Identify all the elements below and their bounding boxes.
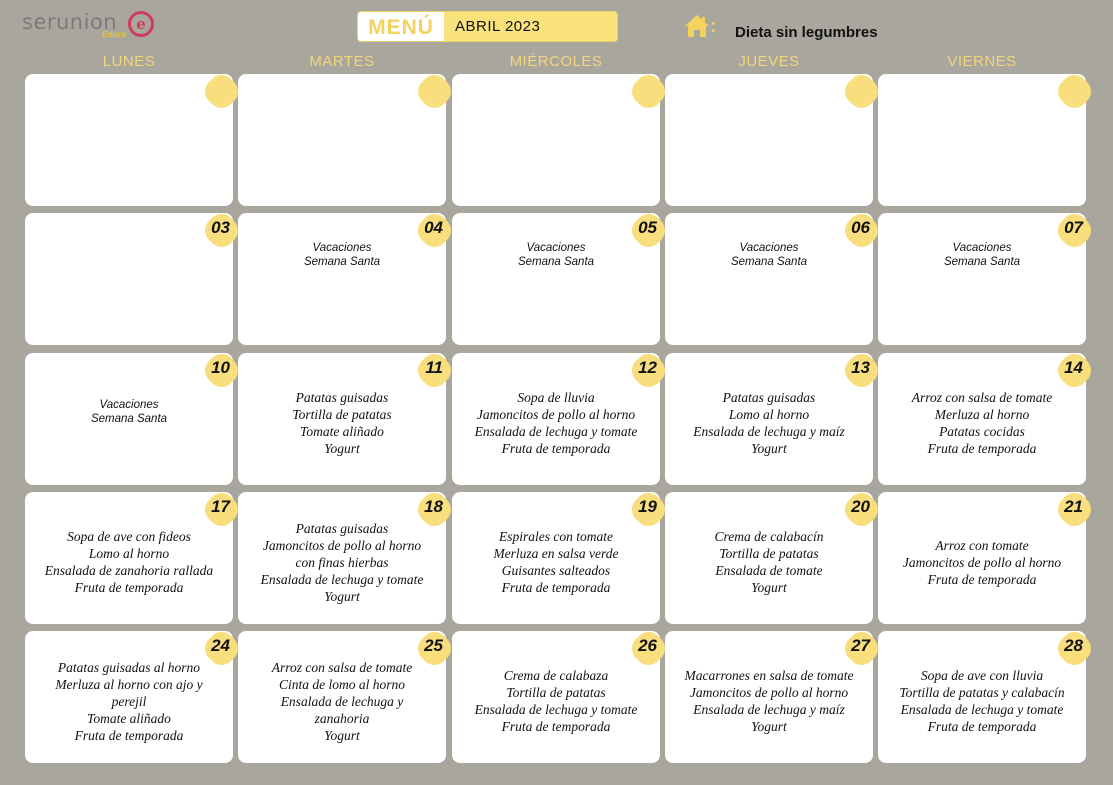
holiday-note-line: Vacaciones — [952, 242, 1012, 254]
day-number: 24 — [211, 636, 230, 655]
holiday-note — [665, 213, 873, 345]
menu-item: Patatas guisadas al horno — [57, 659, 201, 675]
menu-item: Tortilla de patatas — [506, 685, 606, 700]
menu-item: Ensalada de tomate — [715, 563, 823, 578]
menu-item: Ensalada de lechuga y tomate — [474, 702, 638, 717]
menu-item: Ensalada de lechuga y tomate — [900, 702, 1064, 717]
menu-item: Espirales con tomate — [499, 529, 613, 544]
calendar-day-cell — [25, 353, 233, 485]
menu-item: Patatas cocidas — [939, 424, 1025, 439]
calendar-day-cell — [878, 631, 1086, 763]
menu-item: Ensalada de lechuga y tomate — [474, 424, 638, 439]
calendar-day-cell — [452, 74, 660, 206]
menu-item: Fruta de temporada — [927, 571, 1037, 587]
menu-item: Merluza al horno con ajo y — [55, 676, 203, 692]
menu-item: Jamoncitos de pollo al horno — [476, 407, 636, 422]
menu-label: MENÚ — [358, 12, 444, 41]
menu-items — [665, 492, 873, 624]
menu-item: Sopa de lluvia — [517, 390, 595, 405]
holiday-note — [25, 353, 233, 485]
menu-item: Fruta de temporada — [74, 580, 184, 595]
day-number: 26 — [638, 636, 657, 655]
menu-item: Guisantes salteados — [501, 563, 611, 578]
header — [0, 0, 1113, 50]
menu-item: Ensalada de lechuga y tomate — [260, 571, 424, 587]
menu-item: Ensalada de lechuga y maíz — [693, 424, 845, 439]
menu-item: Tomate aliñado — [87, 710, 171, 726]
menu-items — [238, 631, 446, 763]
calendar-day-cell — [665, 213, 873, 345]
menu-item: Macarrones en salsa de tomate — [684, 668, 854, 683]
calendar-day-cell — [878, 492, 1086, 624]
home-colon: : — [710, 16, 717, 37]
weekday-header: MIÉRCOLES — [509, 53, 603, 70]
menu-item: Crema de calabacín — [714, 529, 824, 544]
menu-item: Yogurt — [324, 727, 360, 743]
menu-title-box — [357, 11, 618, 42]
menu-items — [665, 353, 873, 485]
calendar-day-cell — [452, 631, 660, 763]
menu-item: con finas hierbas — [295, 554, 389, 570]
menu-item: Ensalada de lechuga y maíz — [693, 702, 845, 717]
diet-title: Dieta sin legumbres — [735, 24, 878, 41]
menu-item: Arroz con tomate — [935, 537, 1029, 553]
menu-item: Patatas guisadas — [295, 520, 389, 536]
home-icon — [684, 14, 710, 38]
menu-items — [238, 492, 446, 624]
day-number: 18 — [424, 497, 443, 516]
menu-item: Fruta de temporada — [927, 719, 1037, 734]
menu-item: Tortilla de patatas — [719, 546, 819, 561]
holiday-note-line: Semana Santa — [730, 256, 808, 268]
day-number: 06 — [851, 218, 870, 237]
menu-item: Sopa de ave con lluvia — [920, 668, 1044, 683]
menu-item: Fruta de temporada — [501, 719, 611, 734]
menu-item: Patatas guisadas — [722, 390, 816, 405]
calendar-day-cell — [665, 74, 873, 206]
menu-item: Fruta de temporada — [501, 580, 611, 595]
menu-item: Cinta de lomo al horno — [278, 676, 405, 692]
holiday-note — [238, 213, 446, 345]
day-number: 19 — [638, 497, 657, 516]
weekday-header: MARTES — [309, 53, 375, 70]
menu-item: Tomate aliñado — [300, 424, 384, 439]
calendar-day-cell — [665, 492, 873, 624]
menu-item: zanahoria — [314, 710, 370, 726]
holiday-note-line: Semana Santa — [303, 256, 381, 268]
day-number: 21 — [1064, 497, 1083, 516]
menu-item: Sopa de ave con fideos — [67, 529, 191, 544]
day-number: 13 — [851, 358, 870, 377]
calendar-day-cell — [25, 74, 233, 206]
calendar-day-cell — [452, 213, 660, 345]
day-number: 12 — [638, 358, 657, 377]
calendar-day-cell — [452, 492, 660, 624]
menu-items — [25, 631, 233, 763]
calendar-day-cell — [238, 74, 446, 206]
menu-item: Yogurt — [324, 441, 360, 456]
weekday-header: LUNES — [102, 53, 156, 70]
holiday-note-line: Vacaciones — [312, 242, 372, 254]
menu-item: perejil — [111, 693, 147, 709]
holiday-note — [452, 213, 660, 345]
menu-item: Ensalada de zanahoria rallada — [44, 563, 214, 578]
calendar-day-cell — [238, 353, 446, 485]
holiday-note-line: Semana Santa — [90, 413, 168, 425]
calendar-day-cell — [878, 74, 1086, 206]
menu-item: Jamoncitos de pollo al horno — [262, 537, 422, 553]
menu-items — [878, 631, 1086, 763]
menu-item: Fruta de temporada — [927, 441, 1037, 456]
day-number: 20 — [851, 497, 870, 516]
day-number: 03 — [211, 218, 230, 237]
calendar-day-cell — [238, 492, 446, 624]
menu-item: Jamoncitos de pollo al horno — [902, 554, 1062, 570]
calendar-day-cell — [665, 631, 873, 763]
holiday-note — [878, 213, 1086, 345]
menu-item: Tortilla de patatas — [292, 407, 392, 422]
day-number: 14 — [1064, 358, 1083, 377]
menu-items — [878, 492, 1086, 624]
menu-item: Yogurt — [751, 719, 787, 734]
menu-items — [25, 213, 233, 345]
calendar-day-cell — [25, 631, 233, 763]
weekday-header: JUEVES — [738, 53, 800, 70]
holiday-note-line: Vacaciones — [526, 242, 586, 254]
menu-item: Merluza en salsa verde — [493, 546, 619, 561]
holiday-note-line: Semana Santa — [517, 256, 595, 268]
menu-items — [238, 353, 446, 485]
day-number: 11 — [425, 358, 443, 377]
brand-mark-icon: e — [128, 11, 154, 37]
menu-items — [665, 74, 873, 206]
day-number: 05 — [638, 218, 657, 237]
menu-items — [452, 631, 660, 763]
menu-items — [25, 492, 233, 624]
menu-item: Patatas guisadas — [295, 390, 389, 405]
menu-items — [878, 353, 1086, 485]
menu-item: Tortilla de patatas y calabacín — [899, 685, 1065, 700]
menu-item: Crema de calabaza — [503, 668, 609, 683]
calendar-day-cell — [25, 492, 233, 624]
menu-item: Ensalada de lechuga y — [280, 693, 404, 709]
weekday-header: VIERNES — [947, 53, 1017, 70]
menu-item: Merluza al horno — [934, 407, 1030, 422]
day-number: 17 — [211, 497, 230, 516]
menu-item: Jamoncitos de pollo al horno — [689, 685, 849, 700]
day-number: 28 — [1064, 636, 1083, 655]
menu-item: Yogurt — [324, 588, 360, 604]
menu-item: Fruta de temporada — [74, 727, 184, 743]
day-number: 27 — [851, 636, 870, 655]
menu-month: ABRIL 2023 — [455, 18, 541, 35]
menu-item: Lomo al horno — [728, 407, 810, 422]
calendar-day-cell — [665, 353, 873, 485]
menu-item: Arroz con salsa de tomate — [271, 659, 413, 675]
holiday-note-line: Semana Santa — [943, 256, 1021, 268]
menu-items — [25, 74, 233, 206]
menu-item: Arroz con salsa de tomate — [911, 390, 1053, 405]
calendar-day-cell — [452, 353, 660, 485]
menu-item: Yogurt — [751, 580, 787, 595]
brand-logo: serunion — [22, 10, 118, 34]
menu-items — [452, 353, 660, 485]
day-number: 04 — [424, 218, 443, 237]
brand-sub: Educa — [102, 30, 127, 39]
calendar-day-cell — [878, 353, 1086, 485]
menu-item: Lomo al horno — [88, 546, 170, 561]
menu-items — [665, 631, 873, 763]
day-number: 10 — [211, 358, 230, 377]
menu-items — [452, 492, 660, 624]
day-number: 25 — [424, 636, 443, 655]
calendar-day-cell — [238, 631, 446, 763]
menu-items — [238, 74, 446, 206]
calendar-day-cell — [878, 213, 1086, 345]
calendar-day-cell — [238, 213, 446, 345]
menu-item: Yogurt — [751, 441, 787, 456]
day-number: 07 — [1064, 218, 1083, 237]
menu-items — [878, 74, 1086, 206]
menu-items — [452, 74, 660, 206]
holiday-note-line: Vacaciones — [99, 399, 159, 411]
holiday-note-line: Vacaciones — [739, 242, 799, 254]
menu-item: Fruta de temporada — [501, 441, 611, 456]
calendar-day-cell — [25, 213, 233, 345]
